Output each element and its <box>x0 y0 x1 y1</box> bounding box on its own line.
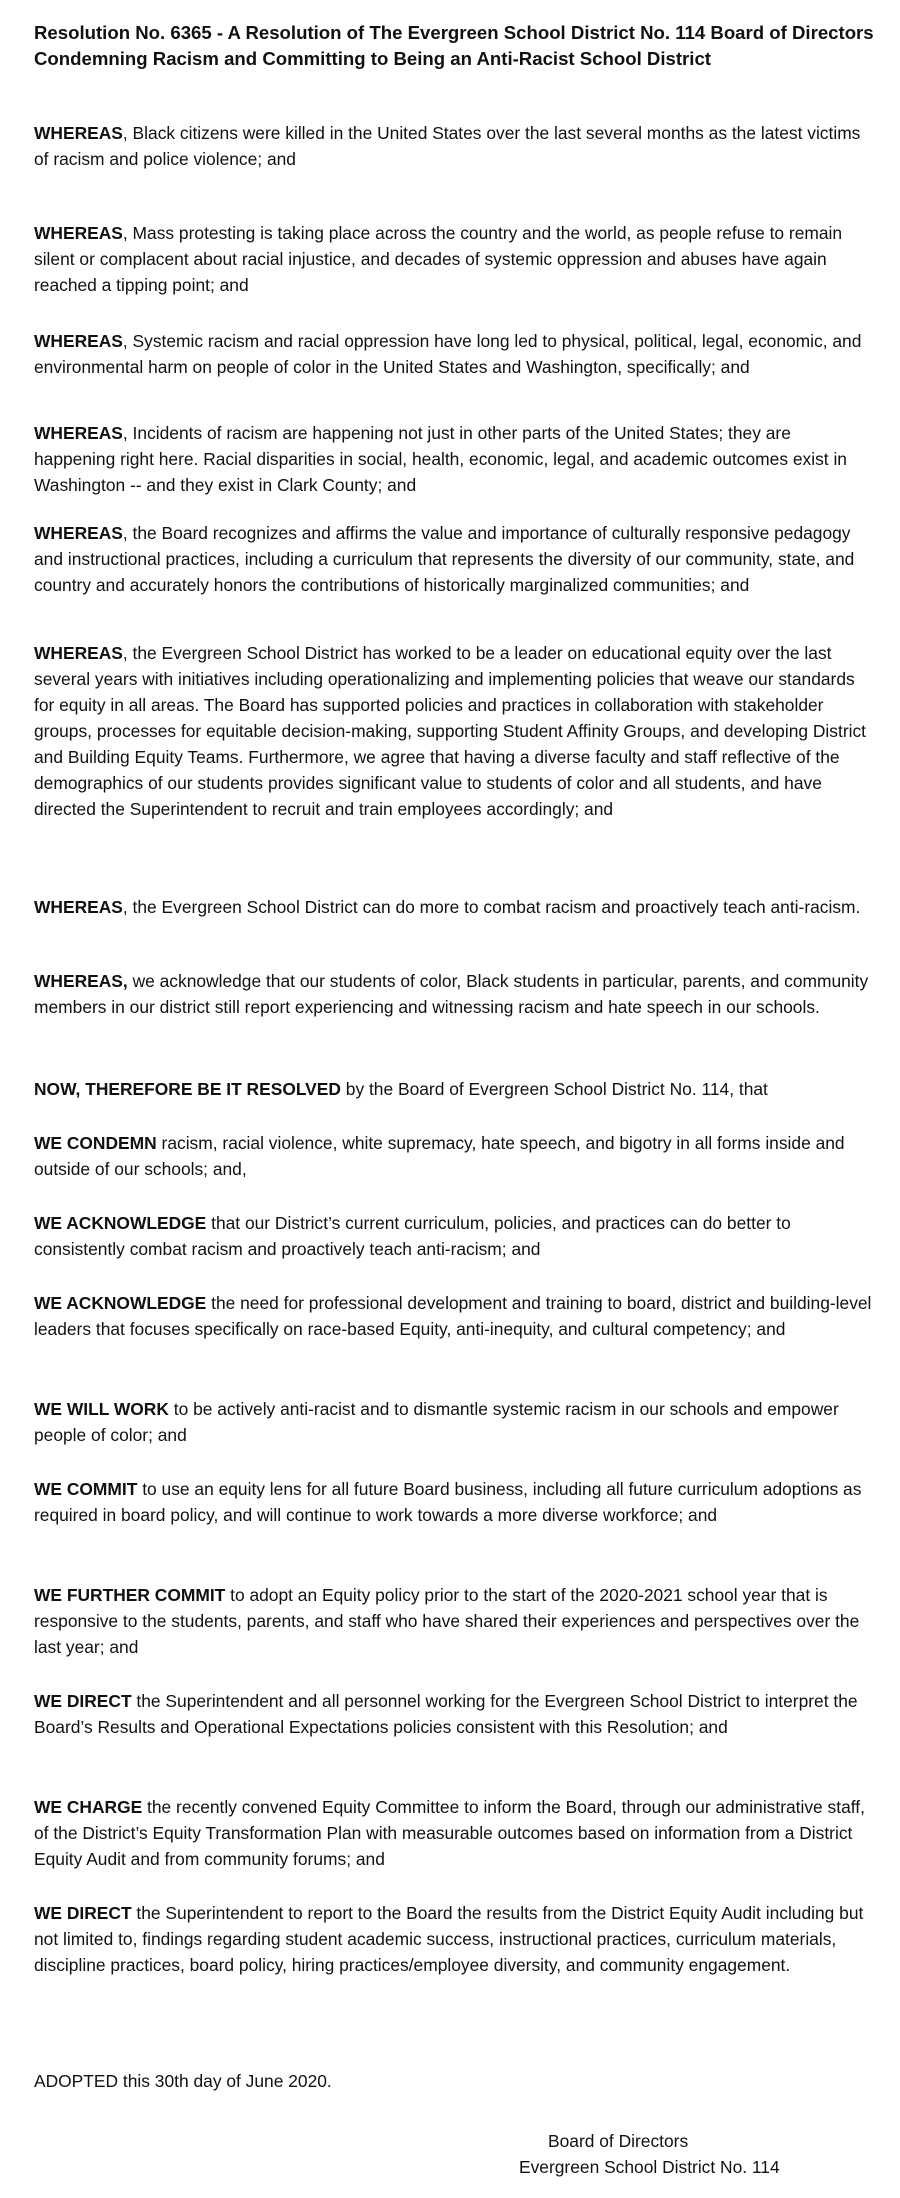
signature-board: Board of Directors <box>548 2131 689 2151</box>
resolution-item <box>34 1688 876 1740</box>
whereas-clause <box>34 640 876 822</box>
clause-lead: WHEREAS <box>34 423 123 443</box>
resolution-item <box>34 1794 876 1872</box>
clause-lead: WE DIRECT <box>34 1691 132 1711</box>
resolution-document <box>34 20 876 2091</box>
clause-text: to adopt an Equity policy prior to the start of the 2020-2021 school year that is responsive to the students, parents, and staff who have shared their experiences and perspectives over the last year; and <box>34 1585 860 1657</box>
resolution-item <box>34 1900 876 1978</box>
clause-lead: WHEREAS <box>34 643 123 663</box>
resolution-item <box>34 1582 876 1660</box>
signature-district: Evergreen School District No. 114 <box>519 2157 780 2177</box>
clause-lead: WHEREAS <box>34 123 123 143</box>
whereas-clause <box>34 220 876 298</box>
clause-lead: WHEREAS <box>34 897 123 917</box>
clause-text: , Black citizens were killed in the United States over the last several months as the latest victims of racism and police violence; and <box>34 123 861 169</box>
resolution-item <box>34 1396 876 1448</box>
resolved-clause <box>34 1076 876 1102</box>
clause-text: to use an equity lens for all future Board business, including all future curriculum adoptions as required in board policy, and will continue to work towards a more diverse workforce; and <box>34 1479 862 1525</box>
whereas-clause <box>34 894 876 920</box>
whereas-clause <box>34 968 876 1020</box>
clause-lead: WE ACKNOWLEDGE <box>34 1213 207 1233</box>
clause-lead: WE FURTHER COMMIT <box>34 1585 226 1605</box>
clause-text: by the Board of Evergreen School District No. 114, that <box>340 1079 768 1099</box>
clause-lead: WE CONDEMN <box>34 1133 157 1153</box>
resolution-item <box>34 1290 876 1342</box>
clause-text: the Superintendent to report to the Board the results from the District Equity Audit including but not limited to, findings regarding student academic success, instructional practices, curriculum materials, discipline practices, board policy, hiring practices/employee diversity, and community engagement. <box>34 1903 864 1975</box>
clause-lead: WHEREAS, <box>34 971 128 991</box>
clause-lead: NOW, THEREFORE BE IT RESOLVED <box>34 1079 341 1099</box>
whereas-clause <box>34 420 876 498</box>
clause-text: the Superintendent and all personnel working for the Evergreen School District to interpret the Board’s Results and Operational Expectations policies consistent with this Resolution; and <box>34 1691 858 1737</box>
clause-lead: WHEREAS <box>34 223 123 243</box>
clause-text: the need for professional development and training to board, district and building-level leaders that focuses specifically on race-based Equity, anti-inequity, and cultural competency; and <box>34 1293 872 1339</box>
whereas-clause <box>34 520 876 598</box>
clause-text: to be actively anti-racist and to dismantle systemic racism in our schools and empower people of color; and <box>34 1399 839 1445</box>
whereas-clause <box>34 328 876 380</box>
clause-text: that our District’s current curriculum, policies, and practices can do better to consistently combat racism and proactively teach anti-racism; and <box>34 1213 791 1259</box>
clause-lead: WE WILL WORK <box>34 1399 169 1419</box>
whereas-clause <box>34 120 876 172</box>
clause-lead: WE CHARGE <box>34 1797 143 1817</box>
clause-lead: WE ACKNOWLEDGE <box>34 1293 207 1313</box>
clause-lead: WE DIRECT <box>34 1903 132 1923</box>
clause-text: , Systemic racism and racial oppression have long led to physical, political, legal, economic, and environmental harm on people of color in the United States and Washington, specifically; and <box>34 331 862 377</box>
clause-text: , the Evergreen School District has worked to be a leader on educational equity over the last several years with initiatives including operationalizing and implementing policies that weave our standards for equity in all areas. The Board has supported policies and practices in collaboration with stakeholder groups, processes for equitable decision-making, supporting Student Affinity Groups, and developing District and Building Equity Teams. Furthermore, we agree that having a diverse faculty and staff reflective of the demographics of our students provides significant value to students of color and all students, and have directed the Superintendent to recruit and train employees accordingly; and <box>34 643 866 819</box>
clause-text: the recently convened Equity Committee to inform the Board, through our administrative staff, of the District’s Equity Transformation Plan with measurable outcomes based on information from a District Equity Audit and from community forums; and <box>34 1797 865 1869</box>
resolution-title: Resolution No. 6365 - A Resolution of The Evergreen School District No. 114 Board of Directors Condemning Racism and Committing to Being an Anti-Racist School District <box>34 22 874 69</box>
clause-text: , the Evergreen School District can do more to combat racism and proactively teach anti-racism. <box>122 897 861 917</box>
clause-lead: WHEREAS <box>34 331 123 351</box>
resolution-item <box>34 1476 876 1528</box>
resolution-item <box>34 1130 876 1182</box>
clause-text: racism, racial violence, white supremacy, hate speech, and bigotry in all forms inside and outside of our schools; and, <box>34 1133 845 1179</box>
clause-text: , Incidents of racism are happening not just in other parts of the United States; they are happening right here. Racial disparities in social, health, economic, legal, and academic outcomes exist in Washington -- and they exist in Clark County; and <box>34 423 847 495</box>
clause-text: we acknowledge that our students of color, Black students in particular, parents, and community members in our district still report experiencing and witnessing racism and hate speech in our schools. <box>34 971 869 1017</box>
resolution-item <box>34 1210 876 1262</box>
clause-lead: WE COMMIT <box>34 1479 138 1499</box>
clause-text: , the Board recognizes and affirms the value and importance of culturally responsive pedagogy and instructional practices, including a curriculum that represents the diversity of our community, state, and country and accurately honors the contributions of historically marginalized communities; and <box>34 523 855 595</box>
clause-lead: WHEREAS <box>34 523 123 543</box>
clause-text: , Mass protesting is taking place across the country and the world, as people refuse to remain silent or complacent about racial injustice, and decades of systemic oppression and abuses have again reached a tipping point; and <box>34 223 843 295</box>
adopted-date: ADOPTED this 30th day of June 2020. <box>34 2071 332 2091</box>
